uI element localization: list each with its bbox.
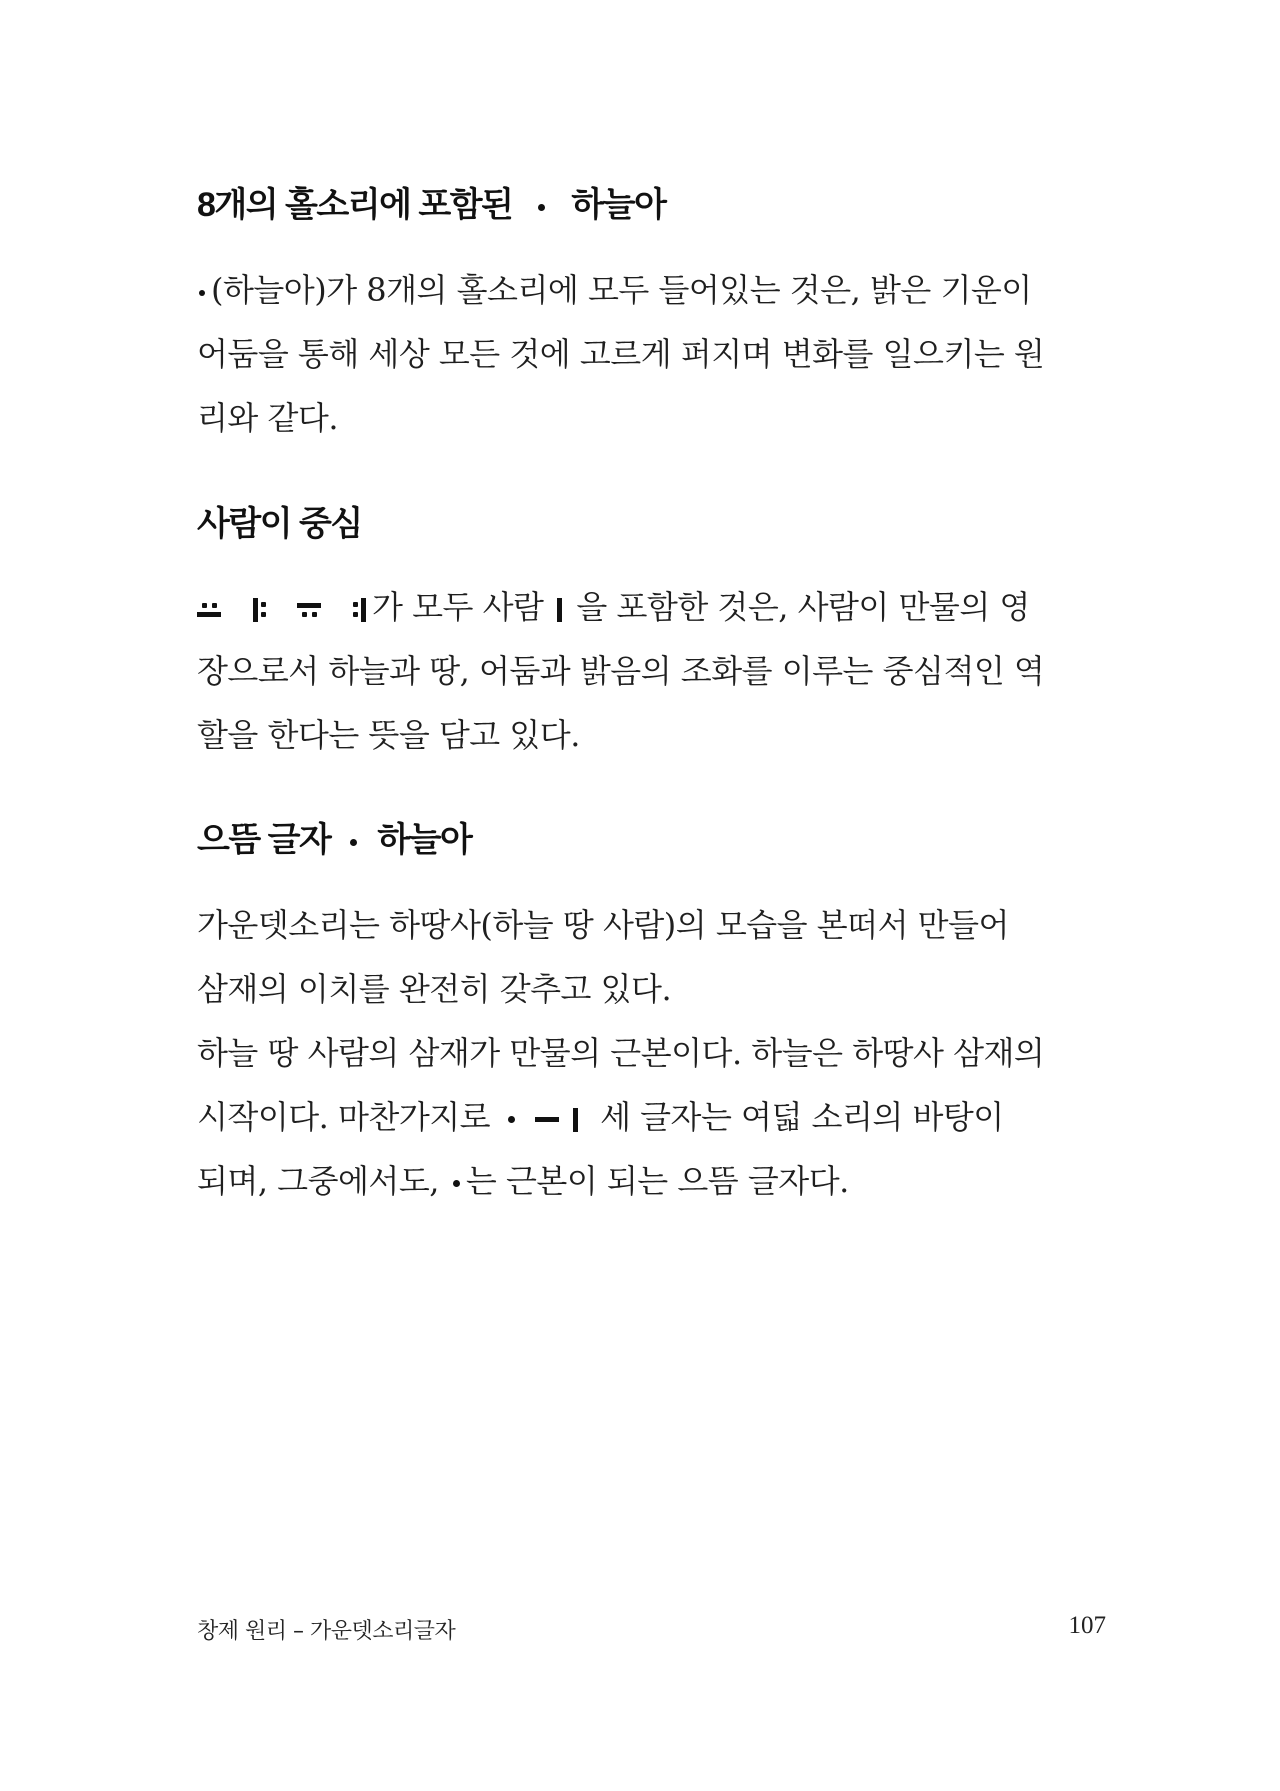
section1-paragraph <box>197 258 1117 450</box>
paragraph-line: 가운뎃소리는 하땅사(하늘 땅 사람)의 모습을 본떠서 만들어 <box>197 906 1009 944</box>
paragraph-line <box>197 575 1117 639</box>
heading-text: 8개의 홀소리에 포함된 <box>197 186 513 224</box>
section-heading-human-center: 사람이 중심 <box>197 505 362 543</box>
heading-text-sky: 하늘아 <box>571 186 666 224</box>
line-text: 는 근본이 되는 으뜸 글자다. <box>465 1162 849 1200</box>
paragraph-line <box>197 258 1117 322</box>
line-text: (하늘아)가 8개의 홀소리에 모두 들어있는 것은, 밝은 기운이 <box>211 271 1032 309</box>
paragraph-line: 할을 한다는 뜻을 담고 있다. <box>197 716 580 754</box>
line-text: 되며, 그중에서도, <box>197 1162 439 1200</box>
section-heading-prime-letter <box>197 818 471 862</box>
vowel-yu-icon <box>297 595 321 625</box>
section2-paragraph <box>197 575 1117 767</box>
vowel-ya-icon <box>253 595 266 625</box>
vowel-yeo-icon <box>353 595 366 625</box>
running-footer-chapter: 창제 원리 – 가운뎃소리글자 <box>197 1619 456 1644</box>
paragraph-line: 리와 같다. <box>197 399 338 437</box>
section-heading-eight-vowels <box>197 183 665 227</box>
paragraph-line <box>197 1149 1117 1213</box>
vowel-i-icon <box>573 1108 578 1132</box>
heading-text: 으뜸 글자 <box>197 821 331 859</box>
page-number: 107 <box>1068 1612 1106 1639</box>
paragraph-line: 삼재의 이치를 완전히 갖추고 있다. <box>197 970 672 1008</box>
vowel-eu-icon <box>535 1117 559 1122</box>
arae-a-dot-icon <box>538 204 545 211</box>
vowel-i-icon <box>557 598 562 622</box>
paragraph-line: 어둠을 통해 세상 모든 것에 고르게 퍼지며 변화를 일으키는 원 <box>197 335 1045 373</box>
arae-a-dot-icon <box>350 839 357 846</box>
paragraph-line: 하늘 땅 사람의 삼재가 만물의 근본이다. 하늘은 하땅사 삼재의 <box>197 1034 1045 1072</box>
line-text: 가 모두 사람 <box>372 588 544 626</box>
paragraph-line <box>197 1085 1117 1149</box>
line-text: 을 포함한 것은, 사람이 만물의 영 <box>576 588 1030 626</box>
line-text: 세 글자는 여덟 소리의 바탕이 <box>600 1098 1004 1136</box>
arae-a-dot-icon <box>453 1180 460 1187</box>
heading-text-sky: 하늘아 <box>377 821 472 859</box>
section3-paragraph <box>197 893 1117 1213</box>
line-text: 시작이다. 마찬가지로 <box>197 1098 491 1136</box>
paragraph-line: 장으로서 하늘과 땅, 어둠과 밝음의 조화를 이루는 중심적인 역 <box>197 652 1045 690</box>
arae-a-dot-icon <box>508 1116 515 1123</box>
vowel-yo-icon <box>197 595 221 625</box>
arae-a-dot-icon <box>199 290 205 296</box>
